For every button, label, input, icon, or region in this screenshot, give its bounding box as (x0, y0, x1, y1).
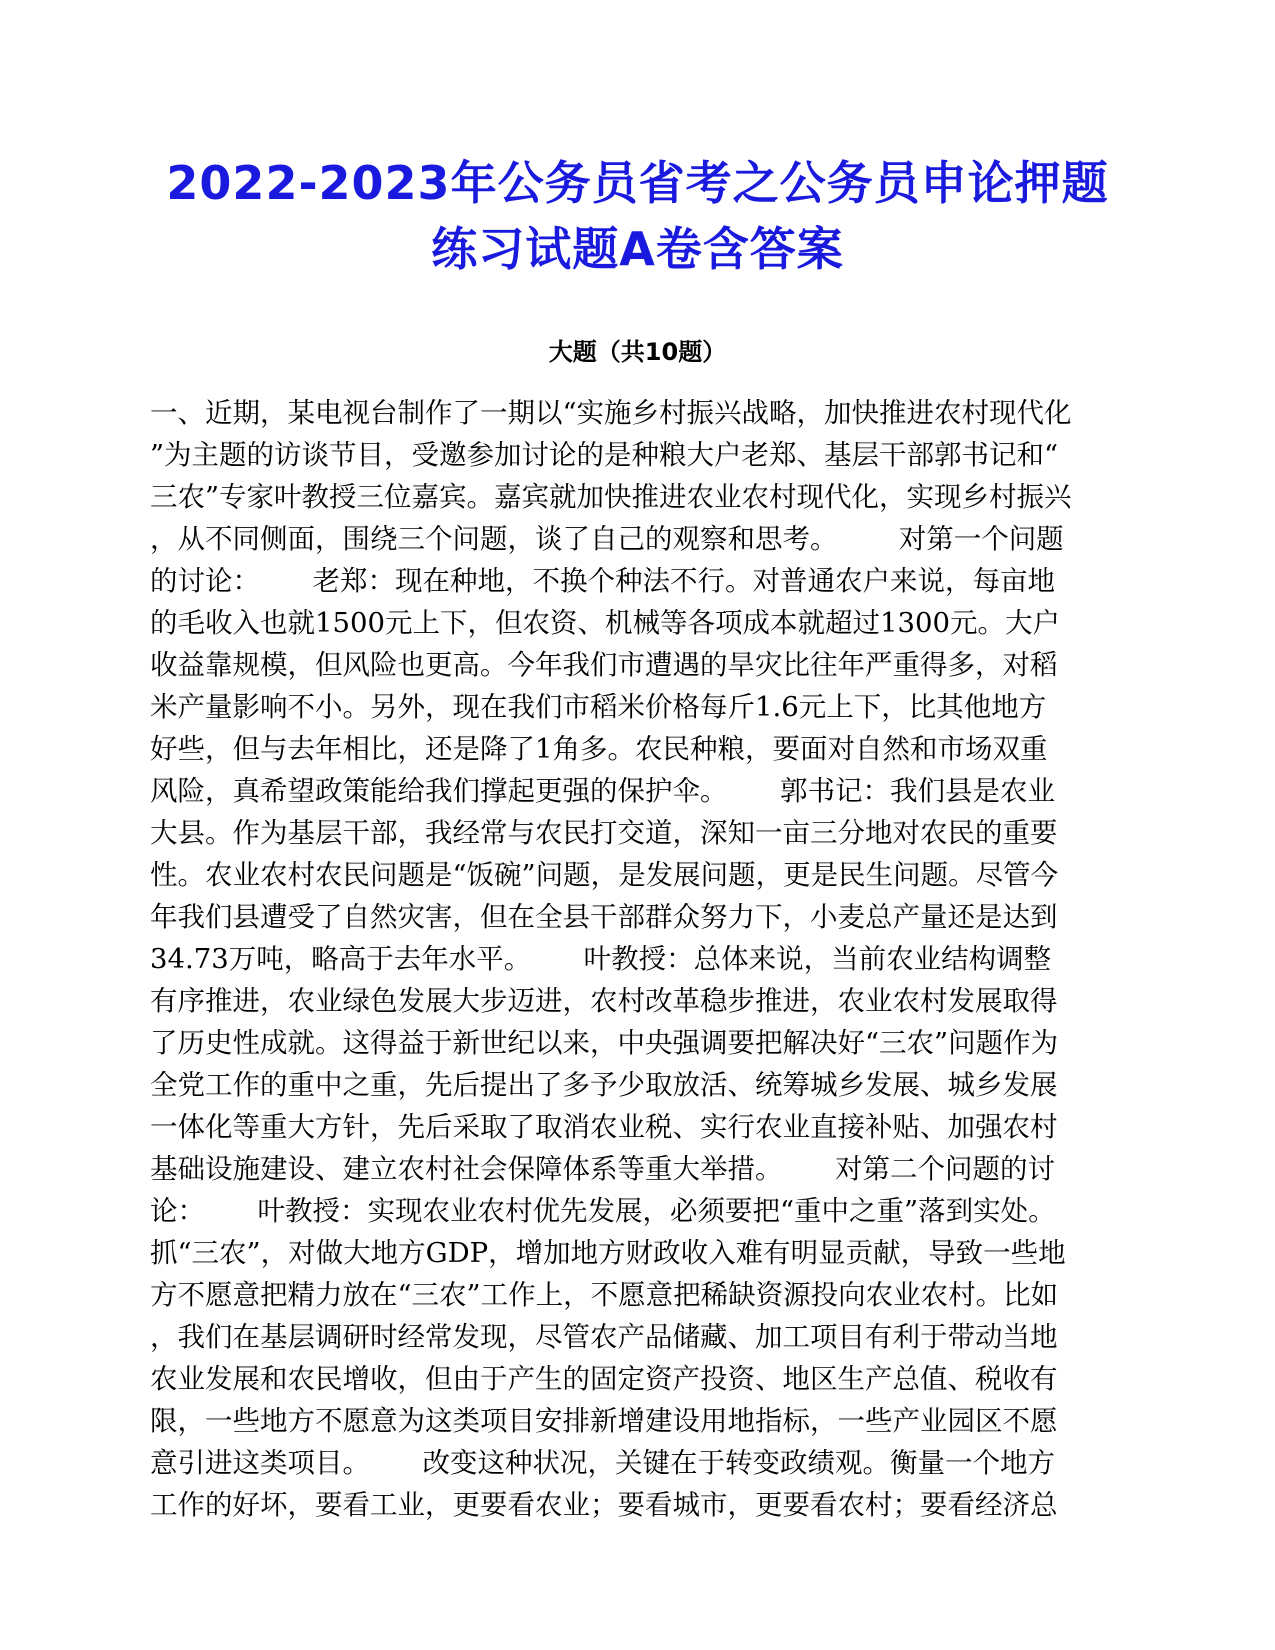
body-line: 的毛收入也就1500元上下，但农资、机械等各项成本就超过1300元。大户 (150, 607, 1060, 639)
body-line: 基础设施建设、建立农村社会保障体系等重大举措。 对第二个问题的讨 (150, 1153, 1055, 1185)
body-line: 好些，但与去年相比，还是降了1角多。农民种粮，要面对自然和市场双重 (150, 733, 1048, 765)
body-line: ”为主题的访谈节目，受邀参加讨论的是种粮大户老郑、基层干部郭书记和“ (150, 439, 1059, 471)
body-line: 了历史性成就。这得益于新世纪以来，中央强调要把解决好“三农”问题作为 (150, 1027, 1059, 1059)
body-line: 论： 叶教授：实现农业农村优先发展，必须要把“重中之重”落到实处。 (150, 1195, 1056, 1227)
document-title-line-2: 练习试题A卷含答案 (431, 222, 844, 276)
document-title (130, 150, 1145, 282)
body-line: 年我们县遭受了自然灾害，但在全县干部群众努力下，小麦总产量还是达到 (150, 901, 1058, 933)
body-line: 方不愿意把精力放在“三农”工作上，不愿意把稀缺资源投向农业农村。比如 (150, 1279, 1059, 1311)
body-line: 限，一些地方不愿意为这类项目安排新增建设用地指标，一些产业园区不愿 (150, 1405, 1058, 1437)
body-line: 抓“三农”，对做大地方GDP，增加地方财政收入难有明显贡献，导致一些地 (150, 1237, 1066, 1269)
document-title-line-1: 2022-2023年公务员省考之公务员申论押题 (166, 156, 1109, 210)
body-line: 三农”专家叶教授三位嘉宾。嘉宾就加快推进农业农村现代化，实现乡村振兴 (150, 481, 1072, 513)
body-line: 工作的好坏，要看工业，更要看农业；要看城市，更要看农村；要看经济总 (150, 1489, 1058, 1521)
body-line: 收益靠规模，但风险也更高。今年我们市遭遇的旱灾比往年严重得多，对稻 (150, 649, 1058, 681)
body-line: 性。农业农村农民问题是“饭碗”问题，是发展问题，更是民生问题。尽管今 (150, 859, 1059, 891)
body-line: 的讨论： 老郑：现在种地，不换个种法不行。对普通农户来说，每亩地 (150, 565, 1055, 597)
body-line: 米产量影响不小。另外，现在我们市稻米价格每斤1.6元上下，比其他地方 (150, 691, 1047, 723)
body-line: 34.73万吨，略高于去年水平。 叶教授：总体来说，当前农业结构调整 (150, 943, 1052, 975)
body-line: 有序推进，农业绿色发展大步迈进，农村改革稳步推进，农业农村发展取得 (150, 985, 1058, 1017)
body-line: 大县。作为基层干部，我经常与农民打交道，深知一亩三分地对农民的重要 (150, 817, 1058, 849)
document-body (150, 392, 1130, 1526)
body-line: ，我们在基层调研时经常发现，尽管农产品储藏、加工项目有利于带动当地 (150, 1321, 1058, 1353)
body-line: 一、近期，某电视台制作了一期以“实施乡村振兴战略，加快推进农村现代化 (150, 397, 1072, 429)
body-line: ，从不同侧面，围绕三个问题，谈了自己的观察和思考。 对第一个问题 (150, 523, 1064, 555)
section-heading: 大题（共10题） (548, 338, 727, 366)
body-line: 一体化等重大方针，先后采取了取消农业税、实行农业直接补贴、加强农村 (150, 1111, 1058, 1143)
body-line: 农业发展和农民增收，但由于产生的固定资产投资、地区生产总值、税收有 (150, 1363, 1058, 1395)
body-line: 意引进这类项目。 改变这种状况，关键在于转变政绩观。衡量一个地方 (150, 1447, 1055, 1479)
body-line: 全党工作的重中之重，先后提出了多予少取放活、统筹城乡发展、城乡发展 (150, 1069, 1058, 1101)
body-line: 风险，真希望政策能给我们撑起更强的保护伞。 郭书记：我们县是农业 (150, 775, 1055, 807)
